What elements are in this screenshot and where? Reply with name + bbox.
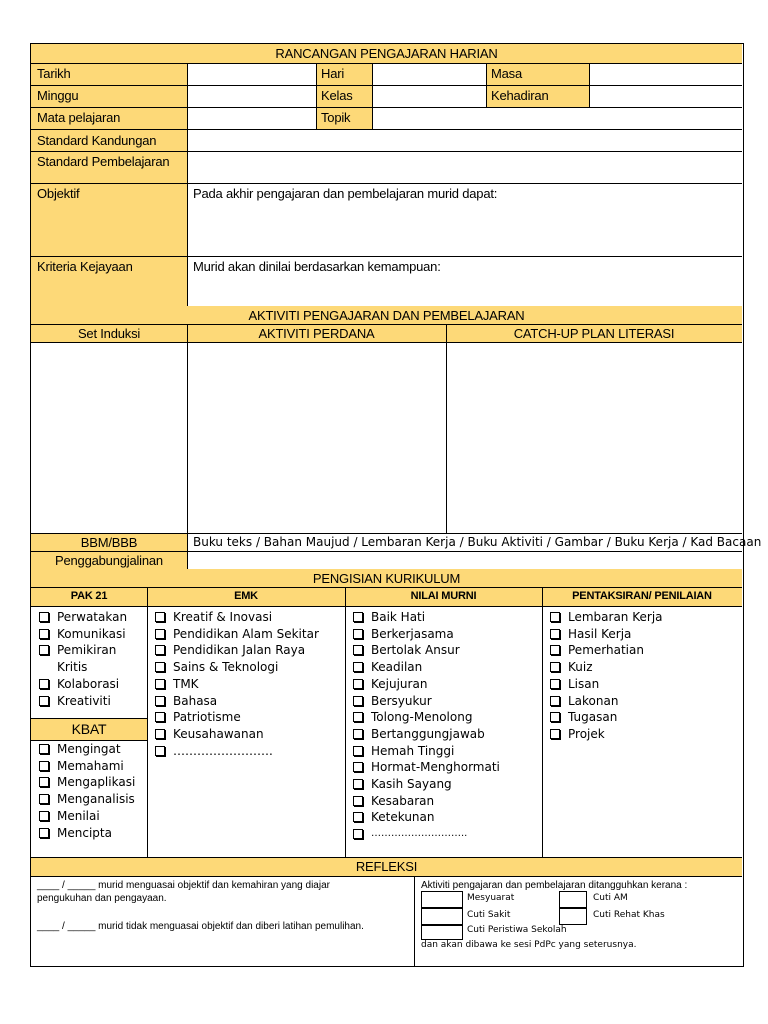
- checkbox-box[interactable]: [550, 629, 560, 639]
- checkbox-cuti-am[interactable]: [559, 891, 587, 908]
- checkbox-keusahawanan[interactable]: Keusahawanan: [153, 726, 319, 743]
- checkbox-perwatakan[interactable]: Perwatakan: [37, 609, 127, 626]
- checkbox-box[interactable]: [39, 612, 49, 622]
- col-pentaksiran: PENTAKSIRAN/ PENILAIAN: [572, 590, 712, 602]
- label-masa: Masa: [491, 66, 522, 81]
- checkbox-box[interactable]: [155, 629, 165, 639]
- checkbox-cuti-rehat-khas[interactable]: [559, 908, 587, 925]
- checkbox-baik-hati[interactable]: Baik Hati: [351, 609, 500, 626]
- checkbox-lembaran-kerja[interactable]: Lembaran Kerja: [548, 609, 663, 626]
- pak21-list: [37, 609, 127, 709]
- label-cuti-am: Cuti AM: [593, 893, 628, 903]
- pentaksiran-list: [548, 609, 663, 743]
- aktiviti-perdana-area[interactable]: [188, 343, 446, 533]
- checkbox-box[interactable]: [353, 645, 363, 655]
- checkbox-sains-teknologi[interactable]: Sains & Teknologi: [153, 659, 319, 676]
- refleksi-header: REFLEKSI: [355, 859, 418, 874]
- checkbox-kolaborasi[interactable]: Kolaborasi: [37, 676, 127, 693]
- label-kehadiran: Kehadiran: [491, 88, 549, 103]
- checkbox-cuti-peristiwa[interactable]: [421, 925, 463, 940]
- col-catch-up-plan: CATCH-UP PLAN LITERASI: [513, 326, 675, 341]
- emk-list: [153, 609, 319, 759]
- checkbox-box[interactable]: [550, 612, 560, 622]
- col-set-induksi: Set Induksi: [77, 326, 141, 341]
- checkbox-box[interactable]: [353, 746, 363, 756]
- col-pak21: PAK 21: [70, 590, 108, 602]
- checkbox-kreativiti[interactable]: Kreativiti: [37, 693, 127, 710]
- checkbox-kejujuran[interactable]: Kejujuran: [351, 676, 500, 693]
- dibawa-text: dan akan dibawa ke sesi PdPc yang seterusnya.: [421, 940, 637, 950]
- col-nilai-murni: NILAI MURNI: [410, 590, 477, 602]
- checkbox-box[interactable]: [353, 829, 363, 839]
- label-kriteria-kejayaan: Kriteria Kejayaan: [37, 259, 133, 274]
- checkbox-mengingat[interactable]: Mengingat: [37, 741, 135, 758]
- label-tarikh: Tarikh: [37, 66, 71, 81]
- label-mesyuarat: Mesyuarat: [467, 893, 515, 903]
- checkbox-bersyukur[interactable]: Bersyukur: [351, 693, 500, 710]
- checkbox-box[interactable]: [353, 812, 363, 822]
- checkbox-box[interactable]: [550, 645, 560, 655]
- checkbox-memahami[interactable]: Memahami: [37, 758, 135, 775]
- checkbox-mencipta[interactable]: Mencipta: [37, 825, 135, 842]
- checkbox-box[interactable]: [39, 777, 49, 787]
- label-hari: Hari: [321, 66, 345, 81]
- checkbox-box[interactable]: [39, 629, 49, 639]
- label-cuti-sakit: Cuti Sakit: [467, 910, 511, 920]
- checkbox-box[interactable]: [155, 645, 165, 655]
- checkbox-box[interactable]: [155, 612, 165, 622]
- checkbox-box[interactable]: [353, 679, 363, 689]
- checkbox-kasih-sayang[interactable]: Kasih Sayang: [351, 776, 500, 793]
- checkbox-pemerhatian[interactable]: Pemerhatian: [548, 642, 663, 659]
- checkbox-box[interactable]: [39, 696, 49, 706]
- checkbox-kuiz[interactable]: Kuiz: [548, 659, 663, 676]
- checkbox-hemah-tinggi[interactable]: Hemah Tinggi: [351, 743, 500, 760]
- checkbox-box[interactable]: [39, 744, 49, 754]
- checkbox-box[interactable]: [155, 746, 165, 756]
- checkbox-komunikasi[interactable]: Komunikasi: [37, 626, 127, 643]
- checkbox-pemikiran[interactable]: Pemikiran: [37, 642, 127, 659]
- checkbox-menilai[interactable]: Menilai: [37, 808, 135, 825]
- checkbox-emk-other[interactable]: …………………….: [153, 743, 319, 760]
- kbat-list: [37, 741, 135, 841]
- checkbox-box[interactable]: [353, 762, 363, 772]
- checkbox-tolong-menolong[interactable]: Tolong-Menolong: [351, 709, 500, 726]
- checkbox-nilai-other[interactable]: ………………………..: [351, 826, 500, 843]
- label-minggu: Minggu: [37, 88, 79, 103]
- col-aktiviti-perdana: AKTIVITI PERDANA: [258, 326, 375, 341]
- checkbox-keadilan[interactable]: Keadilan: [351, 659, 500, 676]
- checkbox-patriotisme[interactable]: Patriotisme: [153, 709, 319, 726]
- lesson-plan-form: [30, 43, 762, 967]
- nilai-murni-list: [351, 609, 500, 843]
- checkbox-box[interactable]: [550, 729, 560, 739]
- form-title: RANCANGAN PENGAJARAN HARIAN: [275, 46, 498, 61]
- checkbox-mengaplikasi[interactable]: Mengaplikasi: [37, 774, 135, 791]
- catch-up-plan-area[interactable]: [447, 343, 742, 533]
- checkbox-ketekunan[interactable]: Ketekunan: [351, 809, 500, 826]
- checkbox-tugasan[interactable]: Tugasan: [548, 709, 663, 726]
- checkbox-bahasa[interactable]: Bahasa: [153, 693, 319, 710]
- checkbox-lisan[interactable]: Lisan: [548, 676, 663, 693]
- checkbox-bertolak-ansur[interactable]: Bertolak Ansur: [351, 642, 500, 659]
- label-bbm: BBM/BBB: [80, 535, 138, 550]
- checkbox-tmk[interactable]: TMK: [153, 676, 319, 693]
- checkbox-kreatif-inovasi[interactable]: Kreatif & Inovasi: [153, 609, 319, 626]
- checkbox-box[interactable]: [155, 662, 165, 672]
- checkbox-box[interactable]: [353, 696, 363, 706]
- checkbox-jalan-raya[interactable]: Pendidikan Jalan Raya: [153, 642, 319, 659]
- checkbox-box[interactable]: [353, 629, 363, 639]
- checkbox-kesabaran[interactable]: Kesabaran: [351, 793, 500, 810]
- checkbox-berkerjasama[interactable]: Berkerjasama: [351, 626, 500, 643]
- label-cuti-peristiwa: Cuti Peristiwa Sekolah: [467, 925, 567, 935]
- pemikiran-kritis-continuation: Kritis: [57, 660, 88, 675]
- checkbox-bertanggungjawab[interactable]: Bertanggungjawab: [351, 726, 500, 743]
- checkbox-lakonan[interactable]: Lakonan: [548, 693, 663, 710]
- checkbox-box[interactable]: [353, 779, 363, 789]
- checkbox-box[interactable]: [39, 645, 49, 655]
- checkbox-box[interactable]: [353, 796, 363, 806]
- checkbox-box[interactable]: [550, 679, 560, 689]
- aktiviti-header: AKTIVITI PENGAJARAN DAN PEMBELAJARAN: [248, 308, 525, 323]
- checkbox-box[interactable]: [353, 712, 363, 722]
- label-topik: Topik: [321, 110, 351, 125]
- checkbox-hasil-kerja[interactable]: Hasil Kerja: [548, 626, 663, 643]
- checkbox-box[interactable]: [353, 612, 363, 622]
- label-kelas: Kelas: [321, 88, 353, 103]
- checkbox-box[interactable]: [353, 729, 363, 739]
- checkbox-hormat-menghormati[interactable]: Hormat-Menghormati: [351, 759, 500, 776]
- checkbox-box[interactable]: [155, 679, 165, 689]
- set-induksi-area[interactable]: [31, 343, 187, 533]
- label-standard-pembelajaran: Standard Pembelajaran: [37, 154, 170, 169]
- label-standard-kandungan: Standard Kandungan: [37, 133, 157, 148]
- kurikulum-header: PENGISIAN KURIKULUM: [312, 571, 461, 586]
- checkbox-box[interactable]: [39, 828, 49, 838]
- checkbox-cuti-sakit[interactable]: [421, 908, 463, 925]
- checkbox-menganalisis[interactable]: Menganalisis: [37, 791, 135, 808]
- label-mata-pelajaran: Mata pelajaran: [37, 110, 121, 125]
- refleksi-line1b: pengukuhan dan pengayaan.: [37, 893, 167, 904]
- objektif-text: Pada akhir pengajaran dan pembelajaran murid dapat:: [193, 186, 498, 201]
- checkbox-box[interactable]: [39, 811, 49, 821]
- refleksi-line2: ____ / _____ murid tidak menguasai objektif dan diberi latihan pemulihan.: [37, 921, 364, 932]
- checkbox-box[interactable]: [550, 696, 560, 706]
- checkbox-box[interactable]: [39, 794, 49, 804]
- checkbox-box[interactable]: [39, 679, 49, 689]
- refleksi-line1a: ____ / _____ murid menguasai objektif dan kemahiran yang diajar: [37, 880, 330, 891]
- bbm-text: Buku teks / Bahan Maujud / Lembaran Kerja / Buku Aktiviti / Gambar / Buku Kerja / Kad Bacaan: [193, 535, 762, 549]
- label-penggabungjalinan: Penggabungjalinan: [55, 553, 163, 568]
- checkbox-box[interactable]: [155, 696, 165, 706]
- col-emk: EMK: [234, 590, 258, 602]
- checkbox-mesyuarat[interactable]: [421, 891, 463, 908]
- checkbox-box[interactable]: [550, 712, 560, 722]
- checkbox-alam-sekitar[interactable]: Pendidikan Alam Sekitar: [153, 626, 319, 643]
- kbat-header: KBAT: [71, 721, 107, 737]
- label-objektif: Objektif: [37, 186, 80, 201]
- tangguh-label: Aktiviti pengajaran dan pembelajaran ditangguhkan kerana :: [421, 880, 688, 891]
- checkbox-projek[interactable]: Projek: [548, 726, 663, 743]
- checkbox-box[interactable]: [155, 729, 165, 739]
- checkbox-box[interactable]: [550, 662, 560, 672]
- checkbox-box[interactable]: [39, 761, 49, 771]
- label-cuti-rehat-khas: Cuti Rehat Khas: [593, 910, 665, 920]
- checkbox-box[interactable]: [353, 662, 363, 672]
- kriteria-text: Murid akan dinilai berdasarkan kemampuan:: [193, 259, 441, 274]
- checkbox-box[interactable]: [155, 712, 165, 722]
